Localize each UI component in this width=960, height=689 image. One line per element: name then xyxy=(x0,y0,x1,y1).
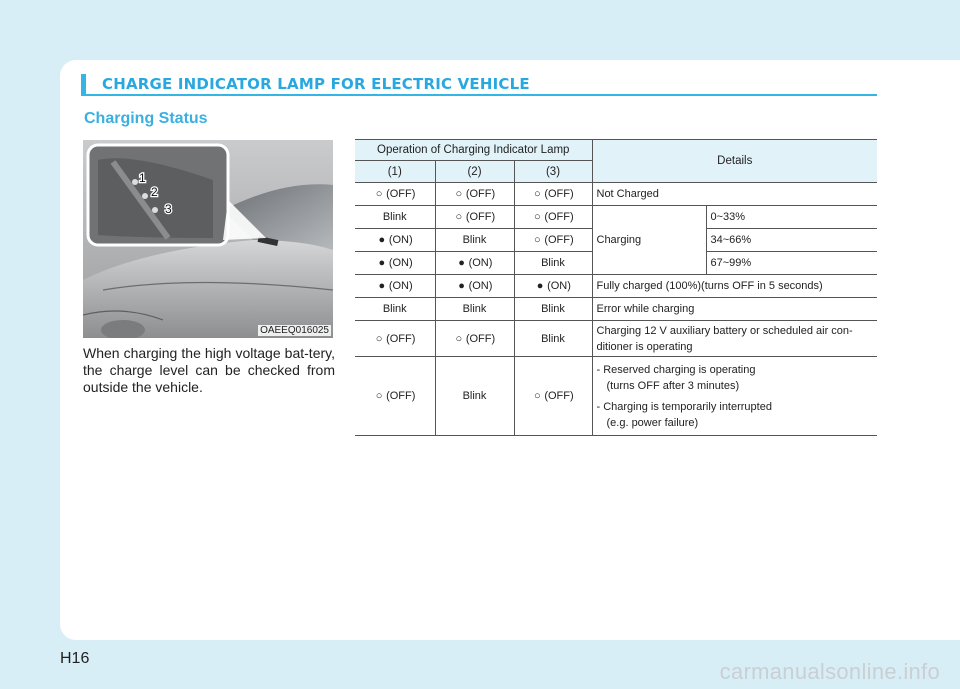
lamp-state: Blink xyxy=(382,211,407,223)
on-icon: ● xyxy=(378,280,386,292)
off-icon: ○ xyxy=(455,211,463,223)
off-icon: ○ xyxy=(375,332,383,345)
figure-code: OAEEQ016025 xyxy=(260,325,329,336)
detail-line: (e.g. power failure) xyxy=(606,416,699,429)
table-row xyxy=(355,183,877,206)
vehicle-figure xyxy=(83,140,333,338)
section-accent xyxy=(81,74,86,94)
lamp-state: (OFF) xyxy=(465,332,496,345)
row-detail: Fully charged (100%)(turns OFF in 5 seconds) xyxy=(592,275,877,298)
detail-line: ditioner is operating xyxy=(596,340,693,353)
callout-3: 3 xyxy=(165,202,172,216)
on-icon: ● xyxy=(458,257,465,269)
charging-status-table xyxy=(355,139,877,436)
lamp-state: (ON) xyxy=(547,280,571,292)
lamp-state: (ON) xyxy=(388,257,413,269)
charging-status-heading: Charging Status xyxy=(84,110,208,127)
lamp-state: (ON) xyxy=(388,234,413,246)
vehicle-illustration xyxy=(83,140,333,338)
detail-line: Charging 12 V auxiliary battery or scheduled air con- xyxy=(596,324,853,337)
lamp-state: (OFF) xyxy=(386,390,416,402)
section-header xyxy=(81,74,877,96)
header-lamp-2: (2) xyxy=(435,161,514,183)
lamp-state: Blink xyxy=(462,234,487,246)
lamp-state: (OFF) xyxy=(544,211,574,223)
table-row xyxy=(355,321,877,357)
lamp-state: (ON) xyxy=(468,280,493,292)
callout-1: 1 xyxy=(139,171,146,185)
table-row xyxy=(355,275,877,298)
lamp-state: (ON) xyxy=(388,280,413,292)
row-detail: Error while charging xyxy=(592,298,877,321)
off-icon: ○ xyxy=(375,188,383,200)
off-icon: ○ xyxy=(534,390,541,402)
table-row xyxy=(355,298,877,321)
header-operation: Operation of Charging Indicator Lamp xyxy=(355,140,592,161)
body-paragraph: When charging the high voltage bat-tery, the charge level can be checked from outside the vehicle. xyxy=(83,345,335,395)
page-number: H16 xyxy=(60,650,90,667)
on-icon: ● xyxy=(536,280,544,292)
lamp-state: Blink xyxy=(462,303,487,315)
header-details: Details xyxy=(592,140,877,183)
charge-range: 34~66% xyxy=(706,229,877,252)
lamp-state: (OFF) xyxy=(465,211,496,223)
on-icon: ● xyxy=(458,280,465,292)
lamp-state: Blink xyxy=(541,303,565,315)
lamp-state: (OFF) xyxy=(386,332,416,345)
lamp-state: Blink xyxy=(541,257,565,269)
row-detail xyxy=(592,321,877,357)
header-lamp-3: (3) xyxy=(514,161,592,183)
off-icon: ○ xyxy=(375,390,383,402)
lamp-state: Blink xyxy=(462,390,487,402)
inset-zoom xyxy=(88,145,228,245)
callout-2: 2 xyxy=(151,185,158,199)
detail-line: - Charging is temporarily interrupted xyxy=(596,400,772,413)
off-icon: ○ xyxy=(455,188,463,200)
off-icon: ○ xyxy=(534,234,541,246)
lamp-state: (OFF) xyxy=(544,234,574,246)
header-lamp-1: (1) xyxy=(355,161,435,183)
lamp-state: (OFF) xyxy=(386,188,416,200)
lamp-state: (OFF) xyxy=(544,188,574,200)
off-icon: ○ xyxy=(455,332,463,345)
table-row xyxy=(355,206,877,229)
detail-line: (turns OFF after 3 minutes) xyxy=(606,379,740,392)
lamp-state: Blink xyxy=(382,303,407,315)
lamp-state: (ON) xyxy=(468,257,493,269)
table-row xyxy=(355,357,877,436)
section-title: CHARGE INDICATOR LAMP FOR ELECTRIC VEHICLE xyxy=(102,75,530,93)
charging-label: Charging xyxy=(592,206,706,275)
charge-range: 0~33% xyxy=(706,206,877,229)
row-detail xyxy=(592,357,877,436)
off-icon: ○ xyxy=(534,211,541,223)
on-icon: ● xyxy=(378,234,386,246)
detail-line: - Reserved charging is operating xyxy=(596,363,756,376)
watermark: carmanualsonline.info xyxy=(719,659,940,684)
lamp-state: (OFF) xyxy=(465,188,496,200)
row-detail: Not Charged xyxy=(592,183,877,206)
on-icon: ● xyxy=(378,257,386,269)
charge-range: 67~99% xyxy=(706,252,877,275)
lamp-state: Blink xyxy=(541,332,565,345)
lamp-state: (OFF) xyxy=(544,390,574,402)
off-icon: ○ xyxy=(534,188,541,200)
